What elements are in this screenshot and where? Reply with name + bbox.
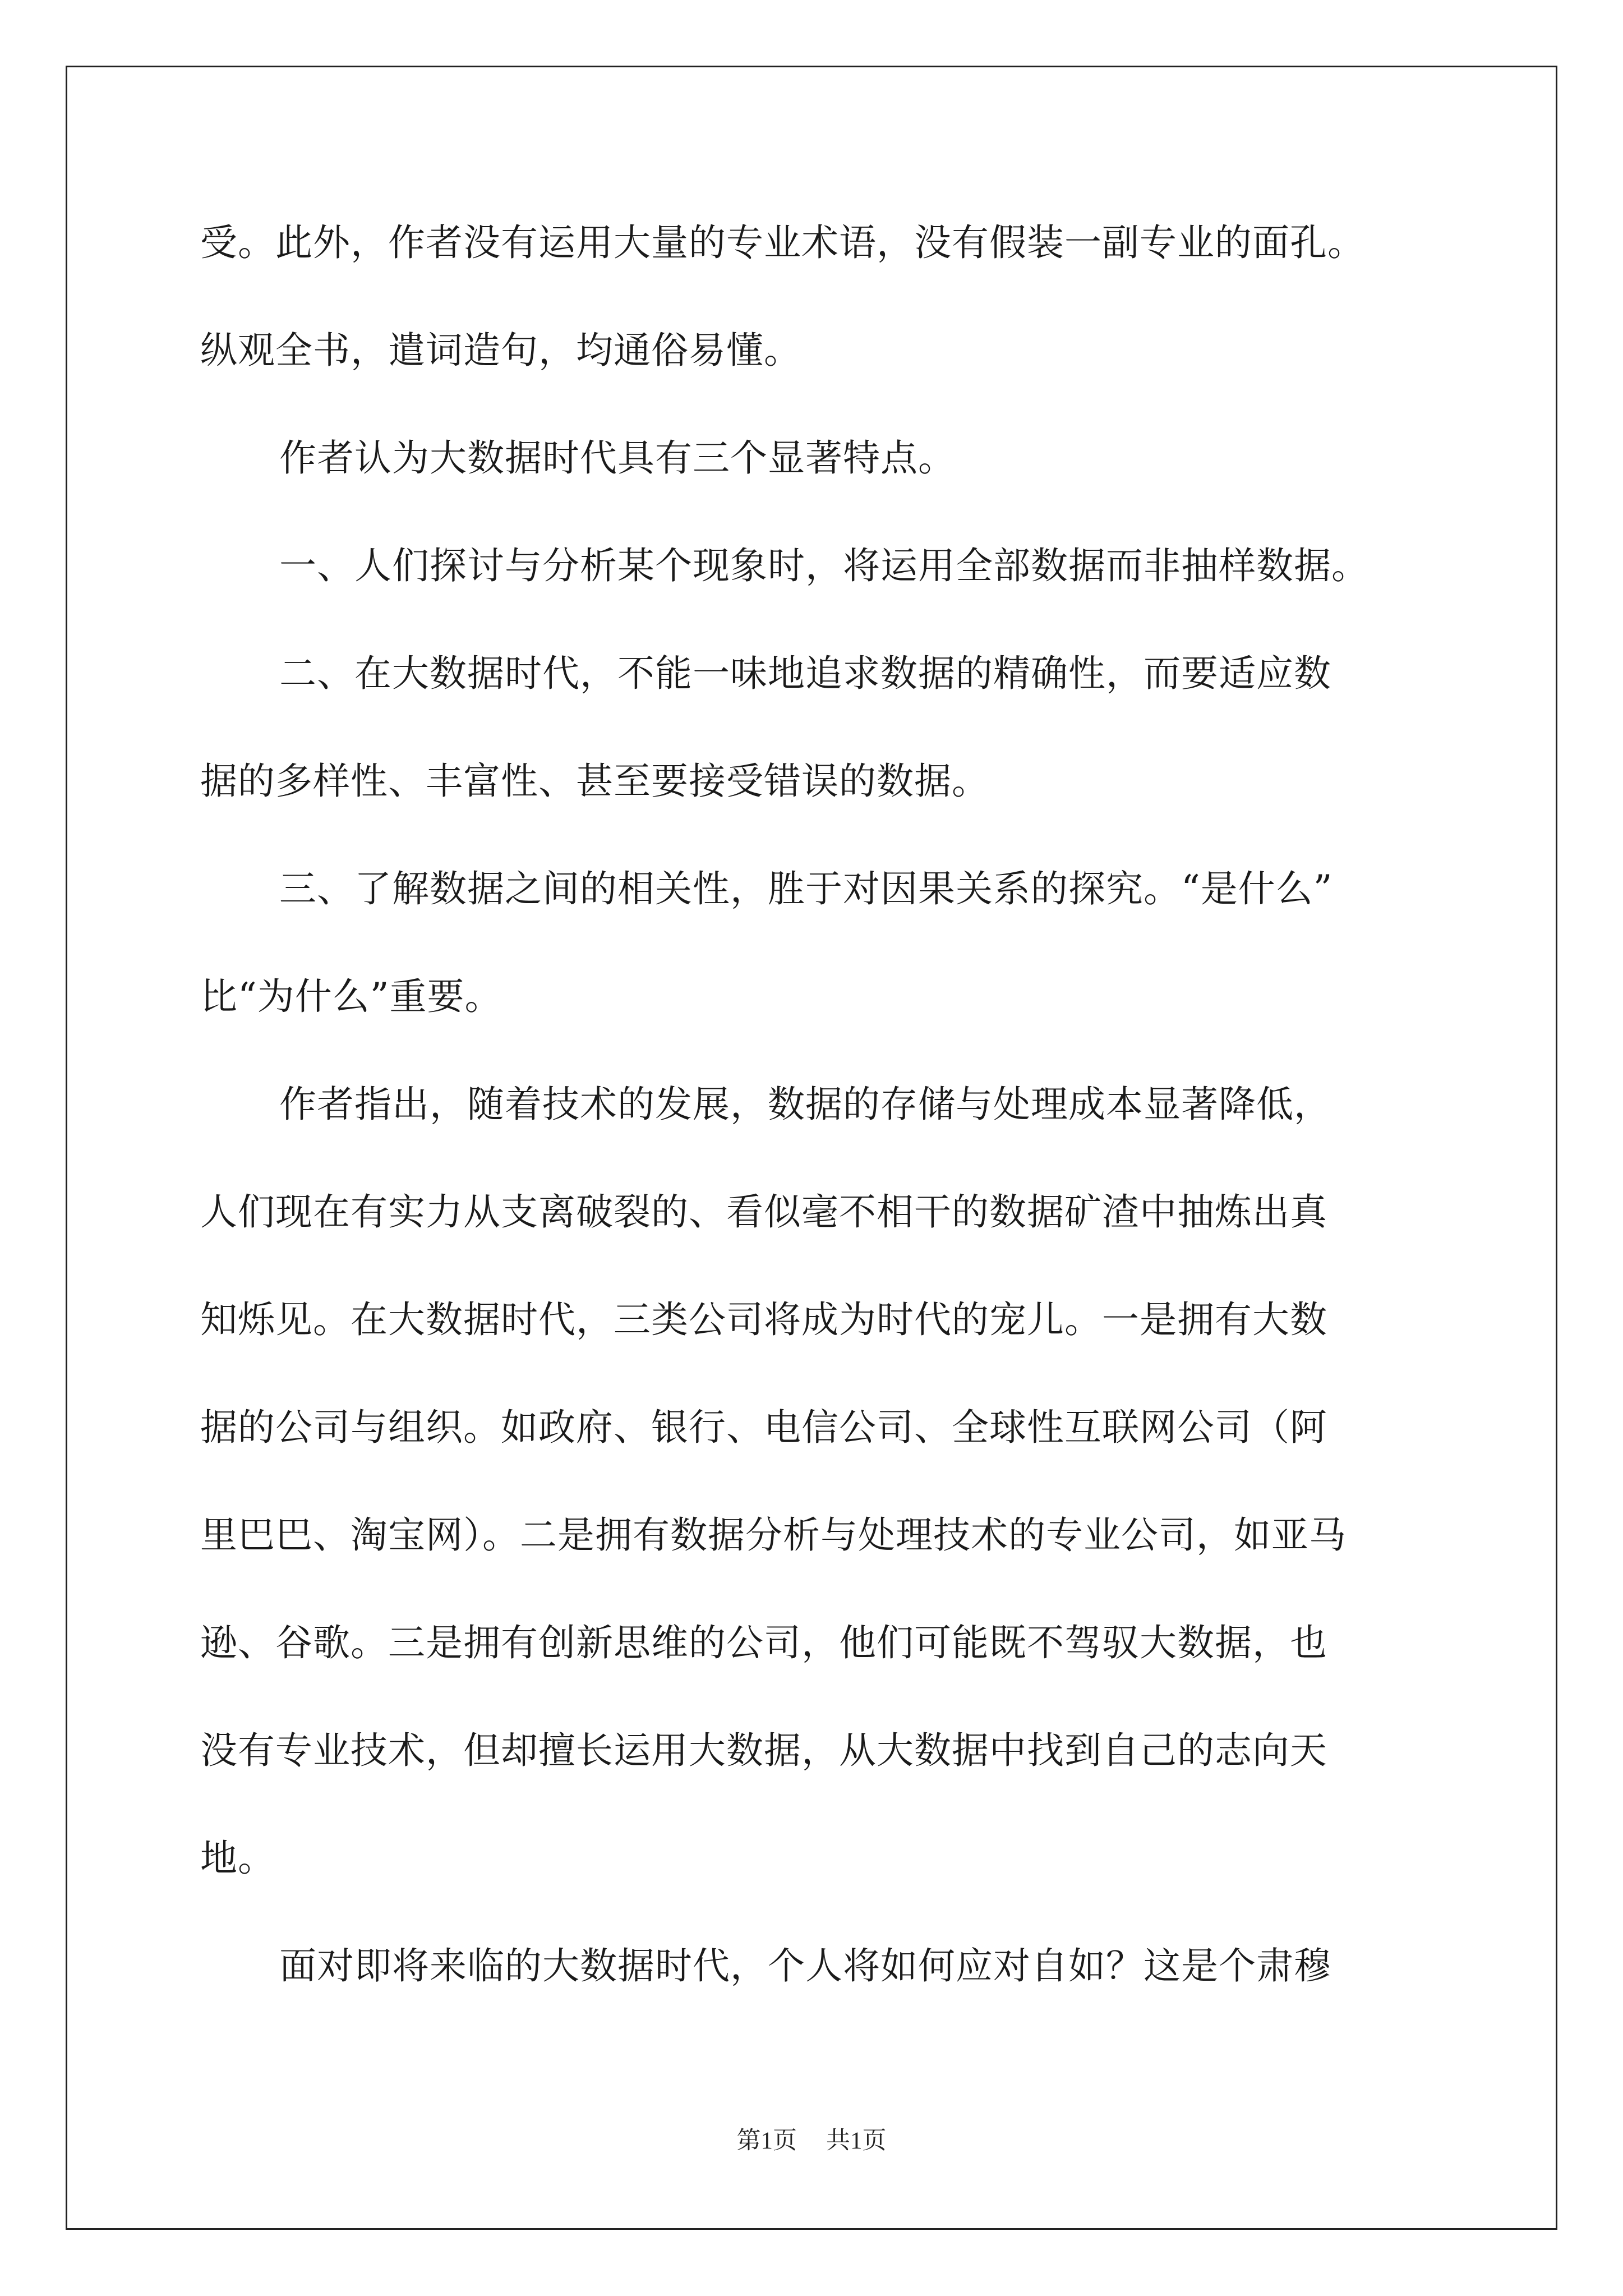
text-line: 比“为什么”重要。 — [200, 975, 502, 1018]
text-line: 二、在大数据时代，不能一味地追求数据的精确性，而要适应数 — [279, 652, 1331, 695]
text-line: 据的多样性、丰富性、甚至要接受错误的数据。 — [200, 760, 989, 803]
text-line: 地。 — [200, 1837, 275, 1880]
text-line: 纵观全书，遣词造句，均通俗易懂。 — [200, 329, 801, 372]
text-line: 里巴巴、淘宝网）。二是拥有数据分析与处理技术的专业公司，如亚马 — [200, 1513, 1347, 1557]
text-line: 逊、谷歌。三是拥有创新思维的公司，他们可能既不驾驭大数据，也 — [200, 1621, 1327, 1664]
page-number: 第1页 — [736, 2128, 797, 2154]
text-line: 一、人们探讨与分析某个现象时，将运用全部数据而非抽样数据。 — [279, 544, 1369, 587]
text-line: 面对即将来临的大数据时代，个人将如何应对自如？这是个肃穆 — [279, 1944, 1331, 1987]
text-line: 三、了解数据之间的相关性，胜于对因果关系的探究。“是什么” — [279, 867, 1333, 910]
text-line: 没有专业技术，但却擅长运用大数据，从大数据中找到自己的志向天 — [200, 1729, 1327, 1772]
page-footer — [0, 2122, 1623, 2156]
document-body — [200, 216, 1431, 2047]
page-total: 共1页 — [826, 2128, 887, 2154]
text-line: 知烁见。在大数据时代，三类公司将成为时代的宠儿。一是拥有大数 — [200, 1298, 1327, 1341]
text-line: 人们现在有实力从支离破裂的、看似毫不相干的数据矿渣中抽炼出真 — [200, 1190, 1327, 1234]
text-line: 据的公司与组织。如政府、银行、电信公司、全球性互联网公司（阿 — [200, 1406, 1327, 1449]
text-line: 受。此外，作者没有运用大量的专业术语，没有假装一副专业的面孔。 — [200, 221, 1365, 264]
text-line: 作者认为大数据时代具有三个显著特点。 — [279, 436, 956, 480]
text-line: 作者指出，随着技术的发展，数据的存储与处理成本显著降低， — [279, 1083, 1331, 1126]
